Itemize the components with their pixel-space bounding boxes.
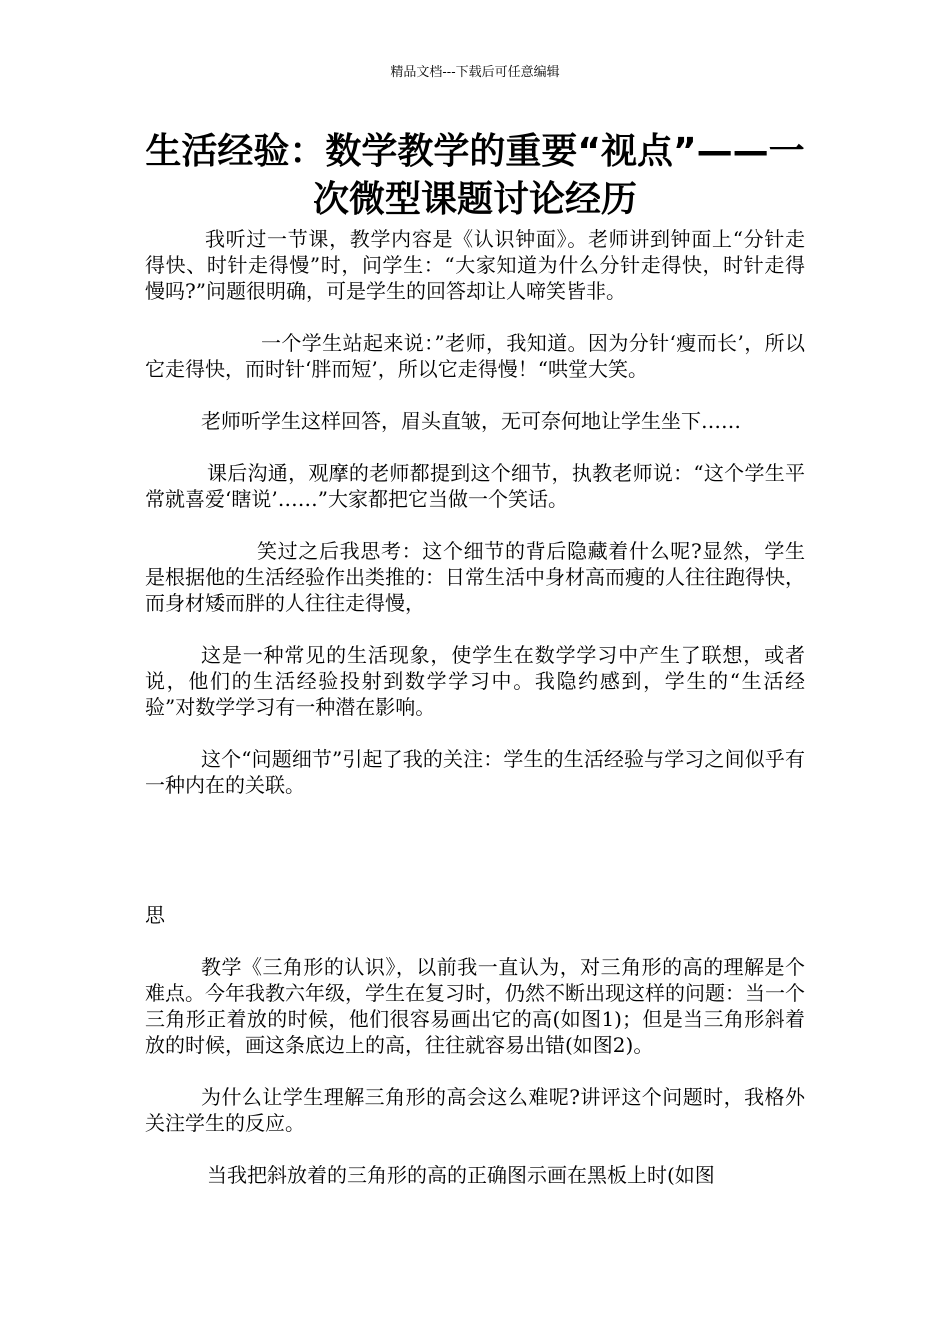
header-note: 精品文档---下载后可任意编辑 — [390, 65, 560, 80]
paragraph-5: 笑过之后我思考：这个细节的背后隐藏着什么呢?显然，学生是根据他的生活经验作出类推的：日常生活中身材高而瘦的人往往跑得快，而身材矮而胖的人往往走得慢， — [145, 539, 805, 615]
paragraph-1: 我听过一节课，教学内容是《认识钟面》。老师讲到钟面上“分针走得快、时针走得慢”时，问学生：“大家知道为什么分针走得快，时针走得慢吗?”问题很明确，可是学生的回答却让人啼笑皆非。 — [145, 227, 805, 303]
spacer — [145, 928, 805, 954]
spacer — [145, 1058, 805, 1084]
document-title: 生活经验：数学教学的重要“视点”——一次微型课题讨论经历 — [145, 131, 805, 220]
paragraph-6: 这是一种常见的生活现象，使学生在数学学习中产生了联想，或者说，他们的生活经验投射到数学学习中。我隐约感到，学生的“生活经验”对数学学习有一种潜在影响。 — [145, 643, 805, 719]
spacer — [145, 1136, 805, 1162]
spacer — [145, 720, 805, 746]
paragraph-3: 老师听学生这样回答，眉头直皱，无可奈何地让学生坐下…… — [201, 409, 741, 433]
spacer — [145, 304, 805, 330]
paragraph-2: 一个学生站起来说：”老师，我知道。因为分针‘瘦而长’，所以它走得快，而时针‘胖而短’，所以它走得慢！“哄堂大笑。 — [145, 331, 805, 381]
spacer — [145, 512, 805, 538]
document-body — [145, 226, 805, 1188]
paragraph-7: 这个“问题细节”引起了我的关注：学生的生活经验与学习之间似乎有一种内在的关联。 — [145, 747, 805, 797]
section-heading: 思 — [145, 903, 165, 927]
paragraph-4: 课后沟通，观摩的老师都提到这个细节，执教老师说：“这个学生平常就喜爱‘瞎说’……”大家都把它当做一个笑话。 — [145, 461, 805, 511]
spacer — [145, 616, 805, 642]
paragraph-9: 为什么让学生理解三角形的高会这么难呢?讲评这个问题时，我格外关注学生的反应。 — [145, 1085, 805, 1135]
spacer — [145, 434, 805, 460]
spacer — [145, 382, 805, 408]
paragraph-10: 当我把斜放着的三角形的高的正确图示画在黑板上时(如图 — [207, 1163, 715, 1187]
spacer — [145, 798, 805, 902]
paragraph-8: 教学《三角形的认识》，以前我一直认为，对三角形的高的理解是个难点。今年我教六年级，学生在复习时，仍然不断出现这样的问题：当一个三角形正着放的时候，他们很容易画出它的高(如图1)；但是当三角形斜着放的时候，画这条底边上的高，往往就容易出错(如图2)。 — [145, 955, 805, 1057]
